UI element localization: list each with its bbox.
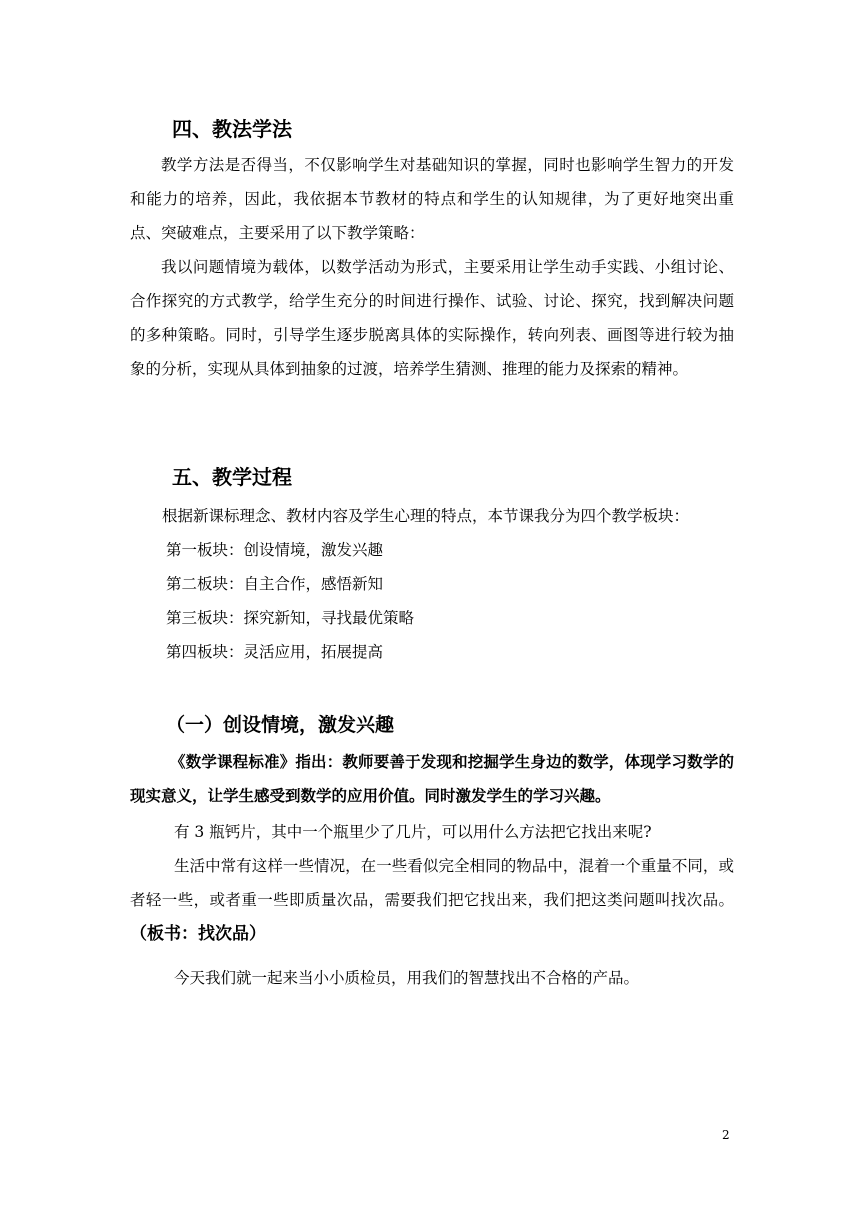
paragraph-calcium-question: 有 3 瓶钙片，其中一个瓶里少了几片，可以用什么方法把它找出来呢? [174,823,652,841]
list-item-block-1: 第一板块：创设情境，激发兴趣 [166,541,384,559]
page-number: 2 [722,1128,730,1142]
subsection-heading-create-situation: （一）创设情境，激发兴趣 [166,714,395,736]
paragraph-teaching-methods: 教学方法是否得当，不仅影响学生对基础知识的掌握，同时也影响学生智力的开发和能力的培养，因此，我依据本节教材的特点和学生的认知规律，为了更好地突出重点、突破难点，主要采用了以下教学策略： [130,156,734,242]
section-heading-teaching-process: 五、教学过程 [172,465,292,489]
section-heading-teaching-methods: 四、教法学法 [172,117,292,141]
list-item-block-4: 第四板块：灵活应用，拓展提高 [166,643,384,661]
paragraph-curriculum-standard: 《数学课程标准》指出：教师要善于发现和挖掘学生身边的数学，体现学习数学的现实意义，让学生感受到数学的应用价值。同时激发学生的学习兴趣。 [130,753,734,805]
board-note: （板书：找次品） [130,924,266,944]
paragraph-teaching-strategy: 我以问题情境为载体，以数学活动为形式，主要采用让学生动手实践、小组讨论、合作探究的方式教学，给学生充分的时间进行操作、试验、讨论、探究，找到解决问题的多种策略。同时，引导学生逐步脱离具体的实际操作，转向列表、画图等进行较为抽象的分析，实现从具体到抽象的过渡，培养学生猜测、推理的能力及探索的精神。 [130,258,734,378]
paragraph-process-intro: 根据新课标理念、教材内容及学生心理的特点，本节课我分为四个教学板块： [162,507,690,525]
list-item-block-2: 第二板块：自主合作，感悟新知 [166,575,384,593]
list-item-block-3: 第三板块：探究新知，寻找最优策略 [166,609,415,627]
paragraph-closing: 今天我们就一起来当小小质检员，用我们的智慧找出不合格的产品。 [174,969,640,987]
paragraph-defective-item [130,849,734,951]
situation-text: 生活中常有这样一些情况，在一些看似完全相同的物品中，混着一个重量不同，或者轻一些，或者重一些即质量次品，需要我们把它找出来，我们把这类问题叫找次品。 [130,857,734,909]
